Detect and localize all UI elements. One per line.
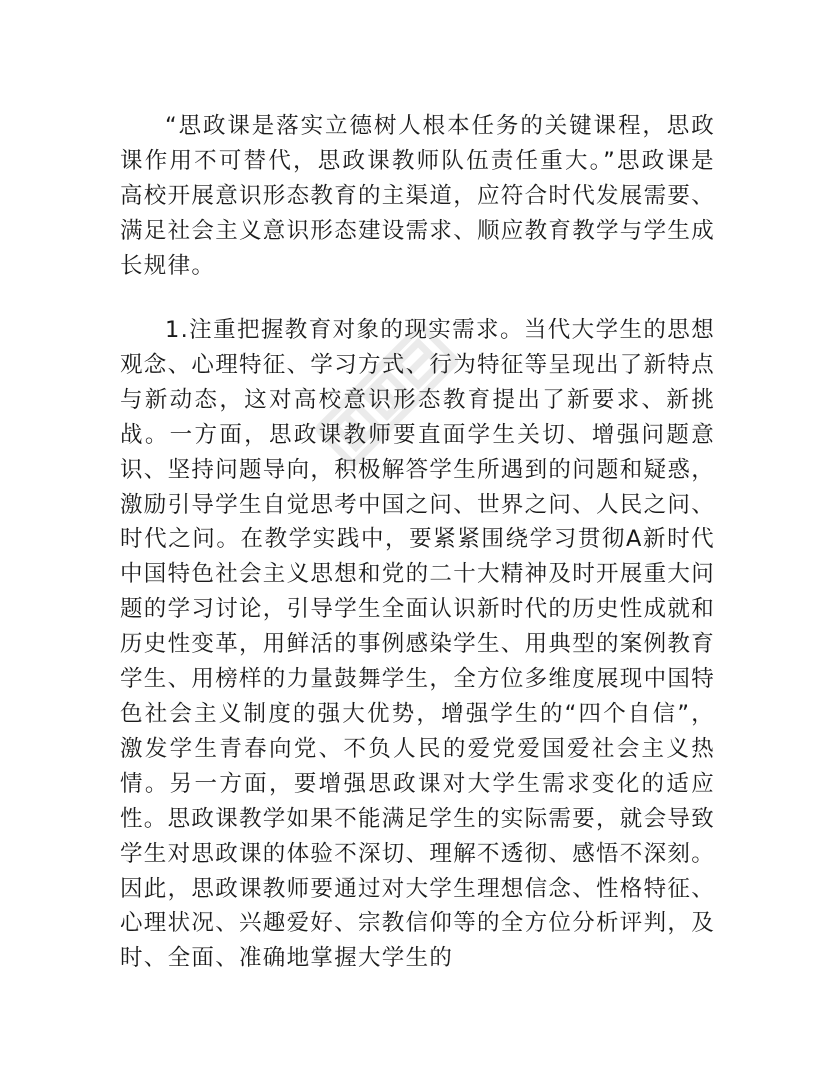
intro-paragraph: “思政课是落实立德树人根本任务的关键课程，思政课作用不可替代，思政课教师队伍责任重大。”思政课是高校开展意识形态教育的主渠道，应符合时代发展需要、满足社会主义意识形态建设需求、顺应教育教学与学生成长规律。 — [120, 113, 716, 279]
section-1-paragraph: 1.注重把握教育对象的现实需求。当代大学生的思想观念、心理特征、学习方式、行为特征等呈现出了新特点与新动态，这对高校意识形态教育提出了新要求、新挑战。一方面，思政课教师要直面学生关切、增强问题意识、坚持问题导向，积极解答学生所遇到的问题和疑惑，激励引导学生自觉思考中国之问、世界之问、人民之问、时代之问。在教学实践中，要紧紧围绕学习贯彻A新时代中国特色社会主义思想和党的二十大精神及时开展重大问题的学习讨论，引导学生全面认识新时代的历史性成就和历史性变革，用鲜活的事例感染学生、用典型的案例教育学生、用榜样的力量鼓舞学生，全方位多维度展现中国特色社会主义制度的强大优势，增强学生的“四个自信”，激发学生青春向党、不负人民的爱党爱国爱社会主义热情。另一方面，要增强思政课对大学生需求变化的适应性。思政课教学如果不能满足学生的实际需要，就会导致学生对思政课的体验不深切、理解不透彻、感悟不深刻。因此，思政课教师要通过对大学生理想信念、性格特征、心理状况、兴趣爱好、宗教信仰等的全方位分析评判，及时、全面、准确地掌握大学生的 — [120, 317, 716, 972]
